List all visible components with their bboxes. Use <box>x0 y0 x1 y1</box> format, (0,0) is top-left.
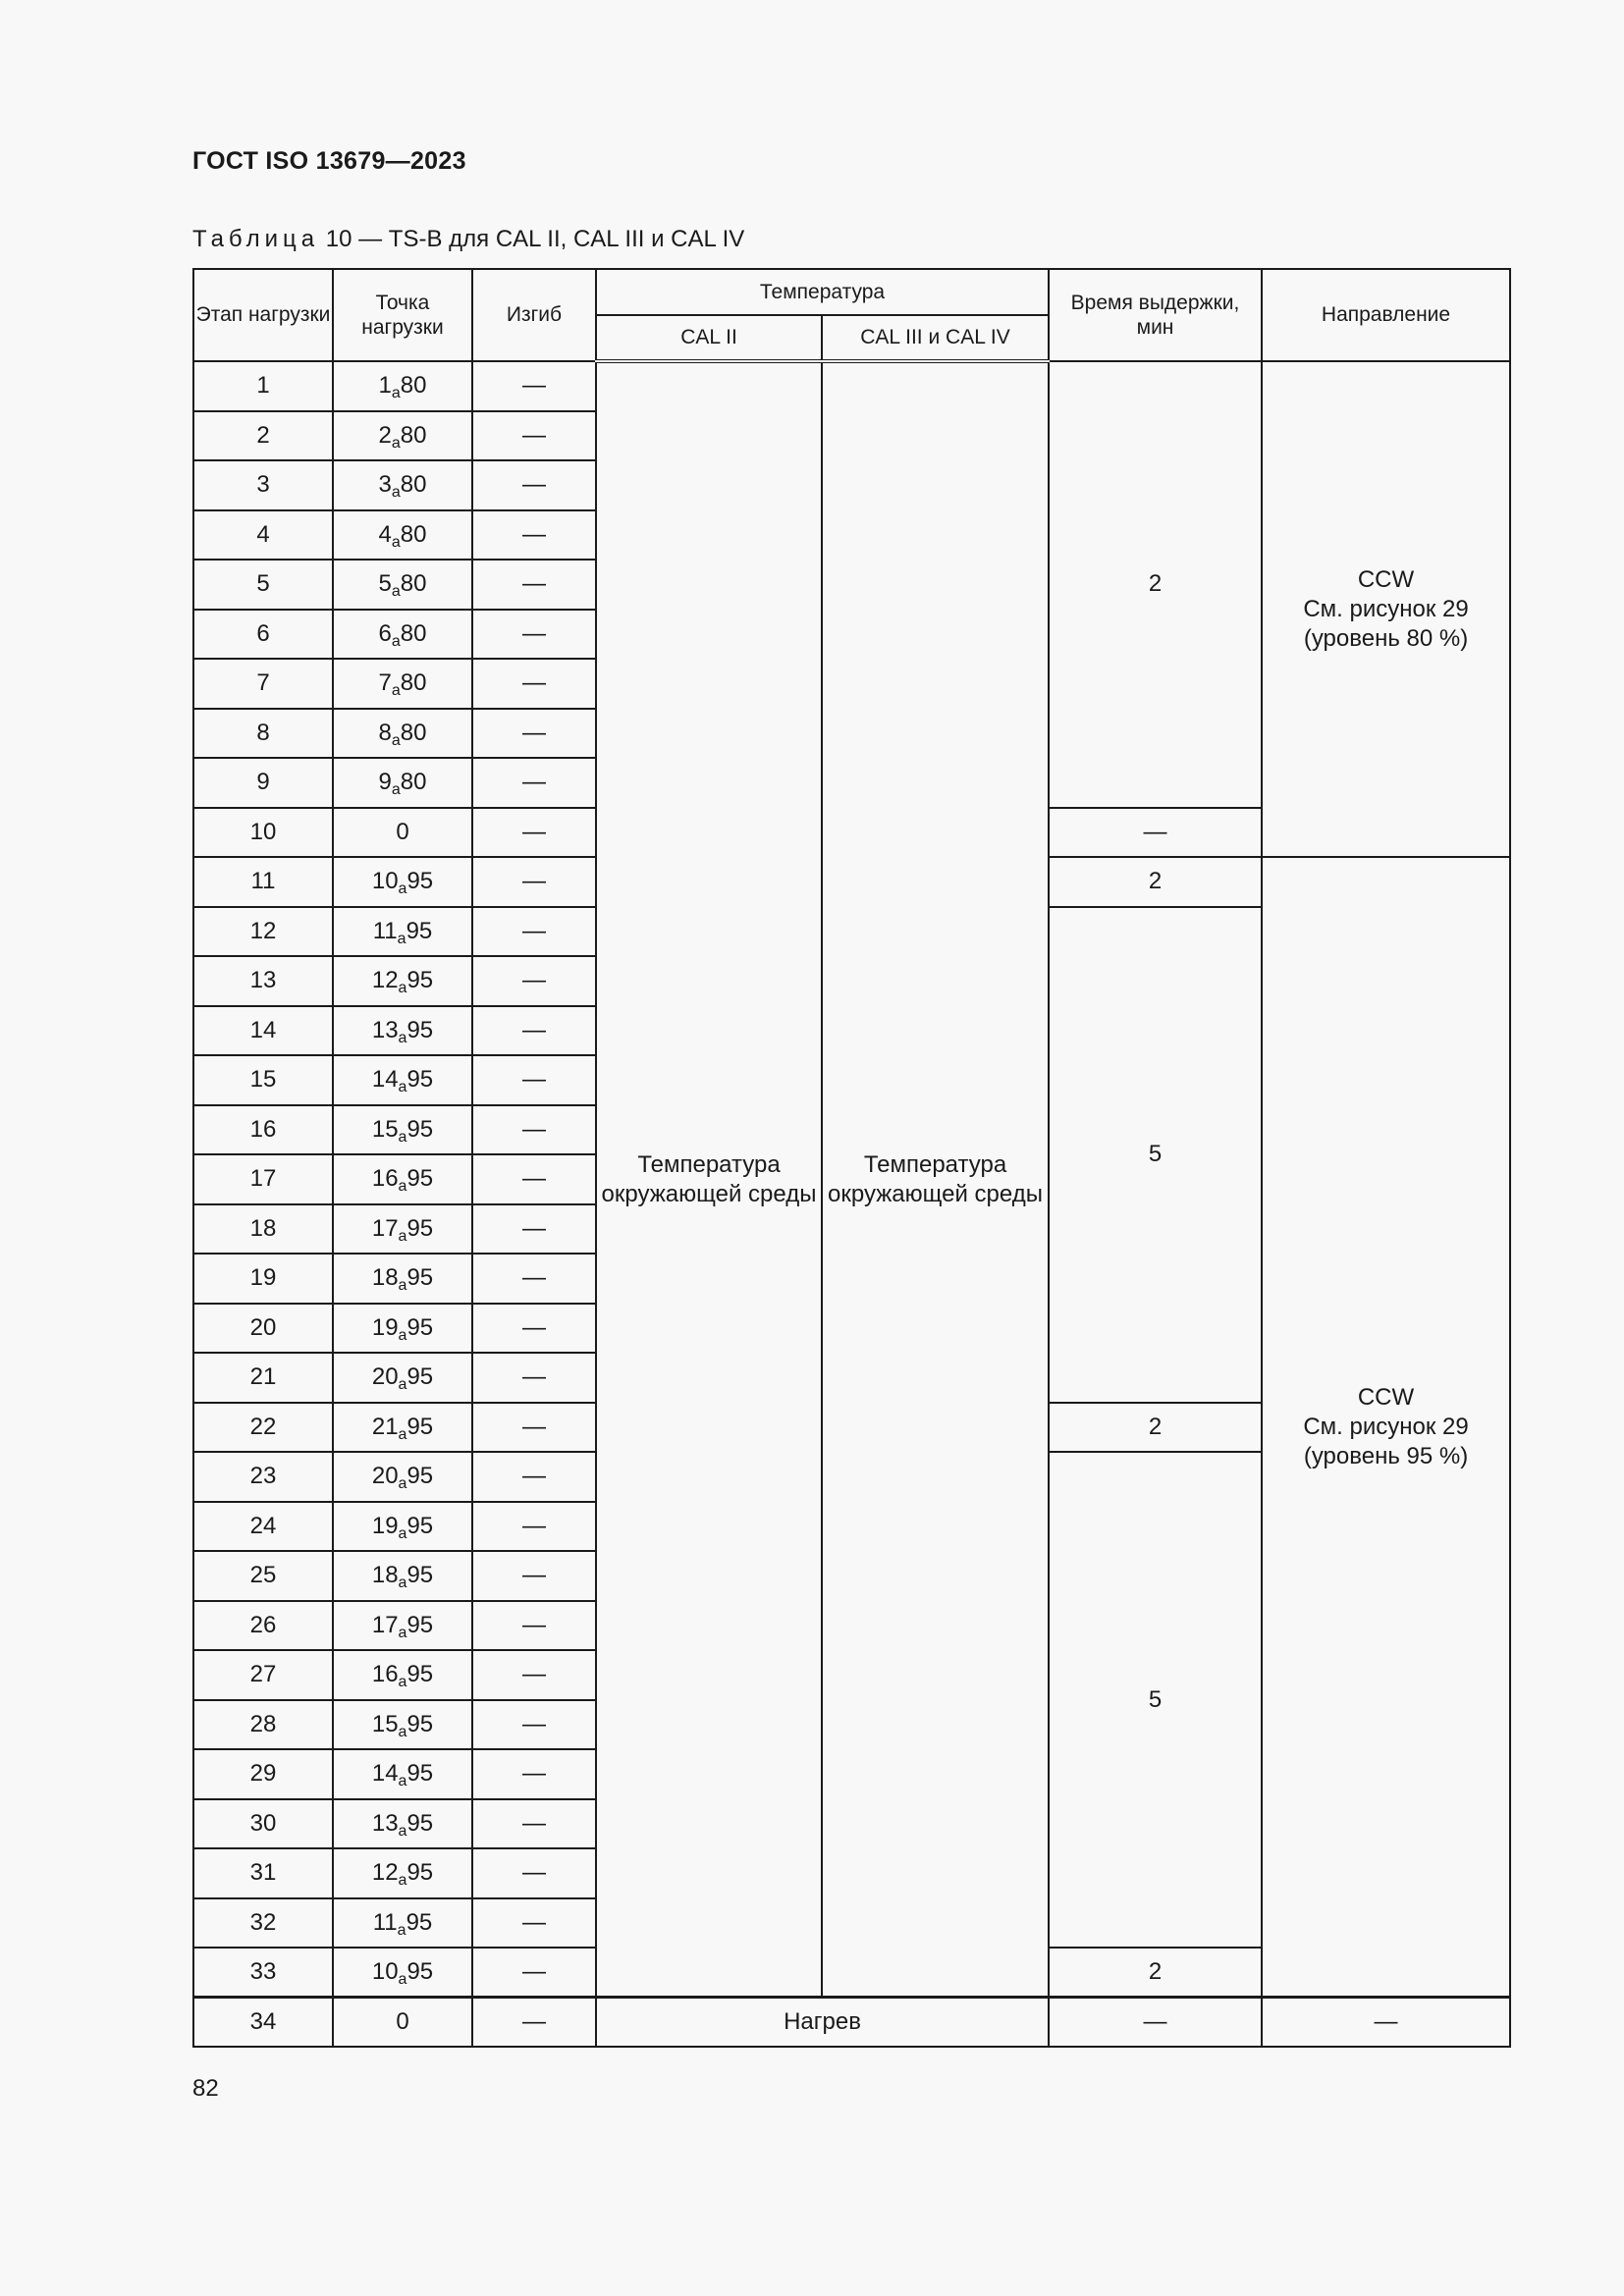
bend-cell: — <box>472 560 596 610</box>
stage-cell: 20 <box>193 1304 333 1354</box>
load-point-subscript: a <box>398 1029 407 1046</box>
temperature-cal2-cell: Температура окружающей среды <box>596 361 822 1998</box>
load-point-cell <box>333 1204 472 1255</box>
load-point-subscript: a <box>398 1575 407 1592</box>
bend-cell: — <box>472 460 596 510</box>
load-point-number: 16 <box>371 1661 399 1688</box>
load-point-subscript: a <box>398 1773 407 1790</box>
document-header: ГОСТ ISO 13679—2023 <box>192 147 466 175</box>
load-point-level: 95 <box>406 1611 434 1638</box>
load-point-cell <box>333 1948 472 1998</box>
load-point-subscript: a <box>398 1723 407 1740</box>
load-point-level: 95 <box>406 1859 434 1887</box>
load-point-cell <box>333 808 472 858</box>
col-header-bend: Изгиб <box>472 269 596 361</box>
temperature-cal34-cell: Температура окружающей среды <box>822 361 1049 1998</box>
load-point-level: 80 <box>400 719 427 746</box>
load-point-cell <box>333 659 472 709</box>
bend-cell: — <box>472 1105 596 1155</box>
load-point-subscript: a <box>398 1674 407 1691</box>
load-point-number: 10 <box>371 1958 399 1985</box>
load-point-level: 80 <box>400 769 427 796</box>
load-point-number: 13 <box>371 1016 399 1043</box>
stage-cell: 30 <box>193 1799 333 1849</box>
load-point-number: 17 <box>371 1611 399 1638</box>
load-point-subscript: a <box>398 881 407 898</box>
direction-line: CCW <box>1357 565 1415 593</box>
direction-line: (уровень 80 %) <box>1303 624 1469 652</box>
load-point-cell <box>333 460 472 510</box>
load-point-number: 19 <box>371 1313 399 1341</box>
load-point-level: 80 <box>400 520 427 548</box>
load-point-subscript: a <box>398 1425 407 1443</box>
stage-cell: 3 <box>193 460 333 510</box>
bend-cell: — <box>472 1650 596 1700</box>
load-point-number: 10 <box>371 868 399 895</box>
stage-cell: 12 <box>193 907 333 957</box>
load-point-level: 80 <box>400 471 427 499</box>
stage-cell: 34 <box>193 1998 333 2048</box>
load-point-level: 95 <box>406 1363 434 1391</box>
load-point-subscript: a <box>391 583 401 601</box>
bend-cell: — <box>472 1998 596 2048</box>
load-point-cell <box>333 1055 472 1105</box>
load-point-subscript: a <box>391 434 401 452</box>
hold-time-cell: — <box>1049 1998 1262 2048</box>
load-point-number: 19 <box>371 1512 399 1539</box>
load-point-cell: 0 <box>333 1998 472 2048</box>
bend-cell: — <box>472 1353 596 1403</box>
bend-cell: — <box>472 1452 596 1502</box>
load-point-level: 80 <box>400 669 427 697</box>
load-point-level: 80 <box>400 421 427 449</box>
col-header-cal34: CAL III и CAL IV <box>822 315 1049 361</box>
load-point-level: 95 <box>406 1413 434 1440</box>
load-point-subscript: a <box>398 1178 407 1196</box>
direction-cell <box>1262 361 1510 857</box>
load-point-level: 95 <box>406 1066 434 1094</box>
load-point-level: 95 <box>406 1512 434 1539</box>
load-point-level: 95 <box>406 1562 434 1589</box>
stage-cell: 14 <box>193 1006 333 1056</box>
bend-cell: — <box>472 1254 596 1304</box>
bend-cell: — <box>472 956 596 1006</box>
load-point-cell <box>333 1848 472 1898</box>
stage-cell: 7 <box>193 659 333 709</box>
load-point-subscript: a <box>397 930 406 947</box>
load-point-subscript: a <box>398 1079 407 1096</box>
load-point-level: 95 <box>406 1115 434 1143</box>
stage-cell: 4 <box>193 510 333 561</box>
col-header-hold-time: Время выдержки, мин <box>1049 269 1262 361</box>
load-point-level: 95 <box>406 1661 434 1688</box>
load-point-cell <box>333 907 472 957</box>
stage-cell: 23 <box>193 1452 333 1502</box>
load-point-level: 95 <box>406 1463 434 1490</box>
stage-cell: 5 <box>193 560 333 610</box>
bend-cell: — <box>472 1848 596 1898</box>
load-point-cell <box>333 1601 472 1651</box>
table-caption-prefix: Таблица <box>192 226 320 252</box>
table-caption <box>192 226 744 253</box>
bend-cell: — <box>472 361 596 411</box>
bend-cell: — <box>472 510 596 561</box>
stage-cell: 13 <box>193 956 333 1006</box>
load-point-level: 95 <box>406 1710 434 1737</box>
load-point-number: 11 <box>372 917 398 944</box>
load-point-number: 9 <box>378 769 392 796</box>
load-point-level: 80 <box>400 619 427 647</box>
load-point-number: 6 <box>378 619 392 647</box>
hold-time-cell: 5 <box>1049 1452 1262 1948</box>
stage-cell: 24 <box>193 1502 333 1552</box>
load-point-cell <box>333 709 472 759</box>
stage-cell: 28 <box>193 1700 333 1750</box>
bend-cell: — <box>472 411 596 461</box>
load-point-level: 95 <box>406 917 433 944</box>
load-point-cell <box>333 1650 472 1700</box>
table-caption-text: 10 — TS-B для CAL II, CAL III и CAL IV <box>319 226 745 252</box>
load-point-number: 3 <box>378 471 392 499</box>
load-point-cell <box>333 1304 472 1354</box>
stage-cell: 17 <box>193 1154 333 1204</box>
load-point-cell <box>333 956 472 1006</box>
bend-cell: — <box>472 1601 596 1651</box>
load-point-subscript: a <box>398 1624 407 1641</box>
bend-cell: — <box>472 1006 596 1056</box>
bend-cell: — <box>472 1055 596 1105</box>
load-point-number: 2 <box>378 421 392 449</box>
load-point-subscript: a <box>391 682 401 700</box>
load-point-number: 0 <box>396 818 409 845</box>
hold-time-cell: 2 <box>1049 1948 1262 1998</box>
table-row <box>193 361 1510 411</box>
load-point-subscript: a <box>398 1475 407 1493</box>
load-point-cell <box>333 411 472 461</box>
load-point-number: 15 <box>371 1115 399 1143</box>
load-point-subscript: a <box>397 1921 406 1939</box>
load-point-number: 20 <box>371 1363 399 1391</box>
load-point-cell <box>333 1105 472 1155</box>
stage-cell: 27 <box>193 1650 333 1700</box>
hold-time-cell: 2 <box>1049 857 1262 907</box>
bend-cell: — <box>472 758 596 808</box>
direction-cell: — <box>1262 1998 1510 2048</box>
load-point-subscript: a <box>391 731 401 749</box>
col-header-point: Точка нагрузки <box>333 269 472 361</box>
load-point-level: 95 <box>406 1264 434 1292</box>
stage-cell: 16 <box>193 1105 333 1155</box>
load-point-number: 12 <box>371 967 399 994</box>
bend-cell: — <box>472 1551 596 1601</box>
stage-cell: 11 <box>193 857 333 907</box>
load-point-level: 95 <box>406 967 434 994</box>
load-point-number: 8 <box>378 719 392 746</box>
stage-cell: 29 <box>193 1749 333 1799</box>
stage-cell: 19 <box>193 1254 333 1304</box>
load-point-number: 21 <box>371 1413 399 1440</box>
load-point-subscript: a <box>391 781 401 799</box>
bend-cell: — <box>472 709 596 759</box>
bend-cell: — <box>472 1799 596 1849</box>
load-point-number: 13 <box>371 1809 399 1837</box>
load-point-number: 5 <box>378 570 392 598</box>
bend-cell: — <box>472 1304 596 1354</box>
bend-cell: — <box>472 1204 596 1255</box>
hold-time-cell: — <box>1049 808 1262 858</box>
stage-cell: 15 <box>193 1055 333 1105</box>
load-point-level: 95 <box>406 1908 433 1936</box>
bend-cell: — <box>472 1403 596 1453</box>
load-point-subscript: a <box>398 1872 407 1890</box>
direction-line: См. рисунок 29 <box>1303 1413 1469 1440</box>
load-point-cell <box>333 1452 472 1502</box>
load-point-cell <box>333 857 472 907</box>
load-point-cell <box>333 1403 472 1453</box>
load-point-number: 1 <box>378 372 392 400</box>
load-point-subscript: a <box>391 385 401 402</box>
load-point-number: 12 <box>371 1859 399 1887</box>
bend-cell: — <box>472 659 596 709</box>
load-point-cell <box>333 1353 472 1403</box>
hold-time-cell: 5 <box>1049 907 1262 1403</box>
load-point-cell <box>333 1749 472 1799</box>
stage-cell: 10 <box>193 808 333 858</box>
bend-cell: — <box>472 857 596 907</box>
bend-cell: — <box>472 1154 596 1204</box>
stage-cell: 22 <box>193 1403 333 1453</box>
load-point-number: 17 <box>371 1214 399 1242</box>
load-point-subscript: a <box>391 632 401 650</box>
load-point-number: 14 <box>371 1066 399 1094</box>
table-row <box>193 1998 1510 2048</box>
direction-line: CCW <box>1357 1383 1415 1411</box>
load-point-level: 95 <box>406 1809 434 1837</box>
bend-cell: — <box>472 1749 596 1799</box>
direction-line: См. рисунок 29 <box>1303 595 1469 622</box>
load-point-cell <box>333 361 472 411</box>
load-point-subscript: a <box>391 484 401 502</box>
stage-cell: 21 <box>193 1353 333 1403</box>
loading-table <box>192 268 1511 2048</box>
stage-cell: 1 <box>193 361 333 411</box>
load-point-number: 20 <box>371 1463 399 1490</box>
temperature-heating-cell: Нагрев <box>596 1998 1049 2048</box>
load-point-subscript: a <box>398 1524 407 1542</box>
load-point-number: 11 <box>372 1908 398 1936</box>
bend-cell: — <box>472 1700 596 1750</box>
load-point-level: 95 <box>406 1016 434 1043</box>
load-point-cell <box>333 1502 472 1552</box>
col-header-stage: Этап нагрузки <box>193 269 333 361</box>
page-number: 82 <box>192 2075 219 2102</box>
bend-cell: — <box>472 1948 596 1998</box>
col-header-cal2: CAL II <box>596 315 822 361</box>
hold-time-cell: 2 <box>1049 361 1262 808</box>
load-point-level: 95 <box>406 1760 434 1788</box>
load-point-level: 95 <box>406 1313 434 1341</box>
direction-cell <box>1262 857 1510 1998</box>
load-point-subscript: a <box>398 1971 407 1988</box>
load-point-subscript: a <box>398 1128 407 1146</box>
load-point-number: 15 <box>371 1710 399 1737</box>
load-point-cell <box>333 510 472 561</box>
stage-cell: 9 <box>193 758 333 808</box>
bend-cell: — <box>472 808 596 858</box>
load-point-subscript: a <box>398 1822 407 1840</box>
stage-cell: 25 <box>193 1551 333 1601</box>
load-point-cell <box>333 1154 472 1204</box>
load-point-level: 80 <box>400 570 427 598</box>
load-point-cell <box>333 1700 472 1750</box>
bend-cell: — <box>472 907 596 957</box>
load-point-number: 18 <box>371 1562 399 1589</box>
load-point-cell <box>333 1898 472 1949</box>
bend-cell: — <box>472 1898 596 1949</box>
stage-cell: 31 <box>193 1848 333 1898</box>
load-point-cell <box>333 1006 472 1056</box>
table-body <box>193 361 1510 2047</box>
load-point-cell <box>333 1254 472 1304</box>
bend-cell: — <box>472 610 596 660</box>
load-point-cell <box>333 758 472 808</box>
stage-cell: 6 <box>193 610 333 660</box>
direction-line: (уровень 95 %) <box>1303 1442 1469 1469</box>
load-point-subscript: a <box>398 1376 407 1394</box>
load-point-cell <box>333 1551 472 1601</box>
load-point-number: 14 <box>371 1760 399 1788</box>
load-point-cell <box>333 560 472 610</box>
stage-cell: 18 <box>193 1204 333 1255</box>
load-point-subscript: a <box>398 1227 407 1245</box>
load-point-level: 95 <box>406 1958 434 1985</box>
load-point-level: 80 <box>400 372 427 400</box>
load-point-number: 7 <box>378 669 392 697</box>
load-point-level: 95 <box>406 868 434 895</box>
col-header-direction: Направление <box>1262 269 1510 361</box>
load-point-number: 18 <box>371 1264 399 1292</box>
load-point-subscript: a <box>398 1326 407 1344</box>
load-point-subscript: a <box>398 980 407 997</box>
load-point-number: 16 <box>371 1165 399 1193</box>
stage-cell: 32 <box>193 1898 333 1949</box>
col-header-temperature: Температура <box>596 269 1049 315</box>
stage-cell: 8 <box>193 709 333 759</box>
stage-cell: 26 <box>193 1601 333 1651</box>
load-point-cell <box>333 610 472 660</box>
bend-cell: — <box>472 1502 596 1552</box>
load-point-number: 4 <box>378 520 392 548</box>
hold-time-cell: 2 <box>1049 1403 1262 1453</box>
load-point-subscript: a <box>391 533 401 551</box>
stage-cell: 33 <box>193 1948 333 1998</box>
load-point-cell <box>333 1799 472 1849</box>
load-point-level: 95 <box>406 1165 434 1193</box>
stage-cell: 2 <box>193 411 333 461</box>
load-point-level: 95 <box>406 1214 434 1242</box>
load-point-subscript: a <box>398 1277 407 1295</box>
